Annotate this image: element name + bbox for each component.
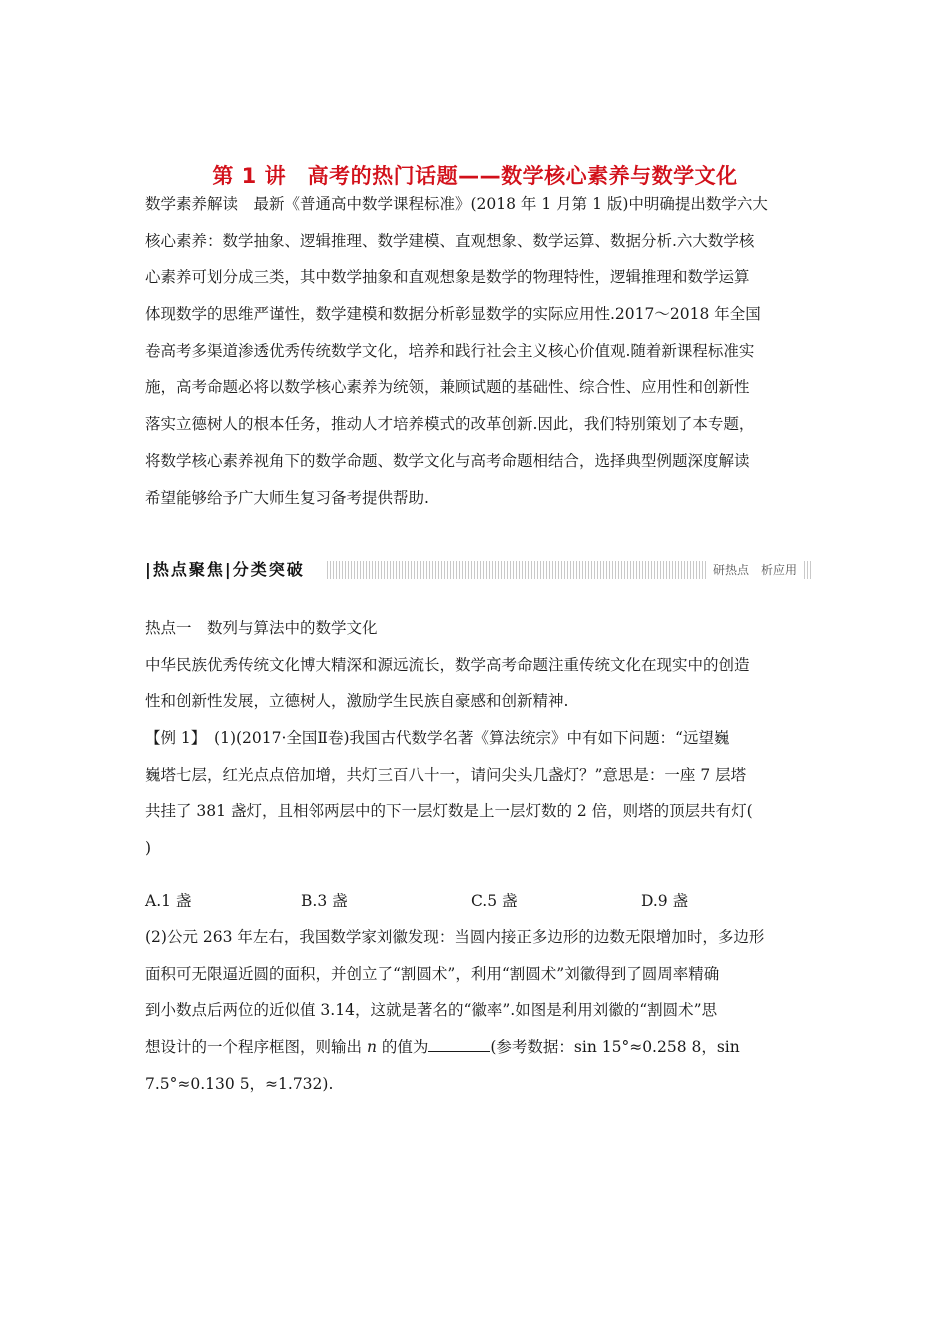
example-line: 7.5°≈0.130 5，≈1.732). [145,1074,334,1093]
example-text: 想设计的一个程序框图，则输出 [145,1038,367,1057]
hot-point-body-line: 中华民族优秀传统文化博大精深和源远流长，数学高考命题注重传统文化在现实中的创造 [145,655,750,674]
example-line: ) [145,839,152,858]
example-line: 到小数点后两位的近似值 3.14，这就是著名的“徽率”.如图是利用刘徽的“割圆术”思 [145,1001,718,1020]
example-line: 面积可无限逼近圆的面积，并创立了“割圆术”，利用“割圆术”刘徽得到了圆周率精确 [145,964,720,983]
variable-n: n [366,1038,377,1057]
option-c: C.5 盏 [471,892,518,910]
example-text: 的值为 [376,1038,429,1057]
hot-point-1 [145,610,811,720]
example-text: (参考数据：sin 15°≈0.258 8，sin [490,1038,740,1057]
intro-paragraph [145,186,811,516]
option-a: A.1 盏 [145,892,192,910]
intro-line: 体现数学的思维严谨性，数学建模和数据分析彰显数学的实际应用性.2017～2018 年全国 [145,305,761,324]
example-line: 巍塔七层，红光点点倍加增，共灯三百八十一，请问尖头几盏灯？”意思是：一座 7 层塔 [145,765,747,784]
example-1-part-1 [145,720,811,867]
intro-line: 心素养可划分成三类，其中数学抽象和直观想象是数学的物理特性，逻辑推理和数学运算 [145,268,750,287]
option-b: B.3 盏 [301,892,348,910]
intro-line: 落实立德树人的根本任务，推动人才培养模式的改革创新.因此，我们特别策划了本专题， [145,415,755,434]
section-banner [145,558,811,582]
answer-blank [428,1033,490,1052]
example-line: 共挂了 381 盏灯，且相邻两层中的下一层灯数是上一层灯数的 2 倍，则塔的顶层共有灯( [145,802,753,821]
section-banner-title: |热点聚焦|分类突破 [145,560,305,579]
intro-line: 卷高考多渠道渗透优秀传统数学文化，培养和践行社会主义核心价值观.随着新课程标准实 [145,341,755,360]
intro-line: 希望能够给予广大师生复习备考提供帮助. [145,488,429,507]
intro-line: 核心素养：数学抽象、逻辑推理、数学建模、直观想象、数学运算、数据分析.六大数学核 [145,231,755,250]
example-1-part-2 [145,919,811,1102]
intro-line: 施，高考命题必将以数学核心素养为统领，兼顾试题的基础性、综合性、应用性和创新性 [145,378,750,397]
example-line: 【例 1】 (1)(2017·全国Ⅱ卷)我国古代数学名著《算法统宗》中有如下问题：“远望巍 [145,729,730,747]
page-title: 第 1 讲 高考的热门话题——数学核心素养与数学文化 [212,164,738,188]
answer-options [145,886,811,916]
option-d: D.9 盏 [641,892,689,910]
example-line: (2)公元 263 年左右，我国数学家刘徽发现：当圆内接正多边形的边数无限增加时，多边形 [145,928,765,946]
hot-point-body-line: 性和创新性发展，立德树人，激励学生民族自豪感和创新精神. [145,692,569,711]
intro-line: 将数学核心素养视角下的数学命题、数学文化与高考命题相结合，选择典型例题深度解读 [145,451,750,470]
hot-point-heading: 热点一 数列与算法中的数学文化 [145,619,378,637]
example-line [145,1029,811,1066]
section-banner-subtitle: 研热点 析应用 [707,561,803,579]
intro-line: 数学素养解读 最新《普通高中数学课程标准》(2018 年 1 月第 1 版)中明确提出数学六大 [145,195,768,213]
